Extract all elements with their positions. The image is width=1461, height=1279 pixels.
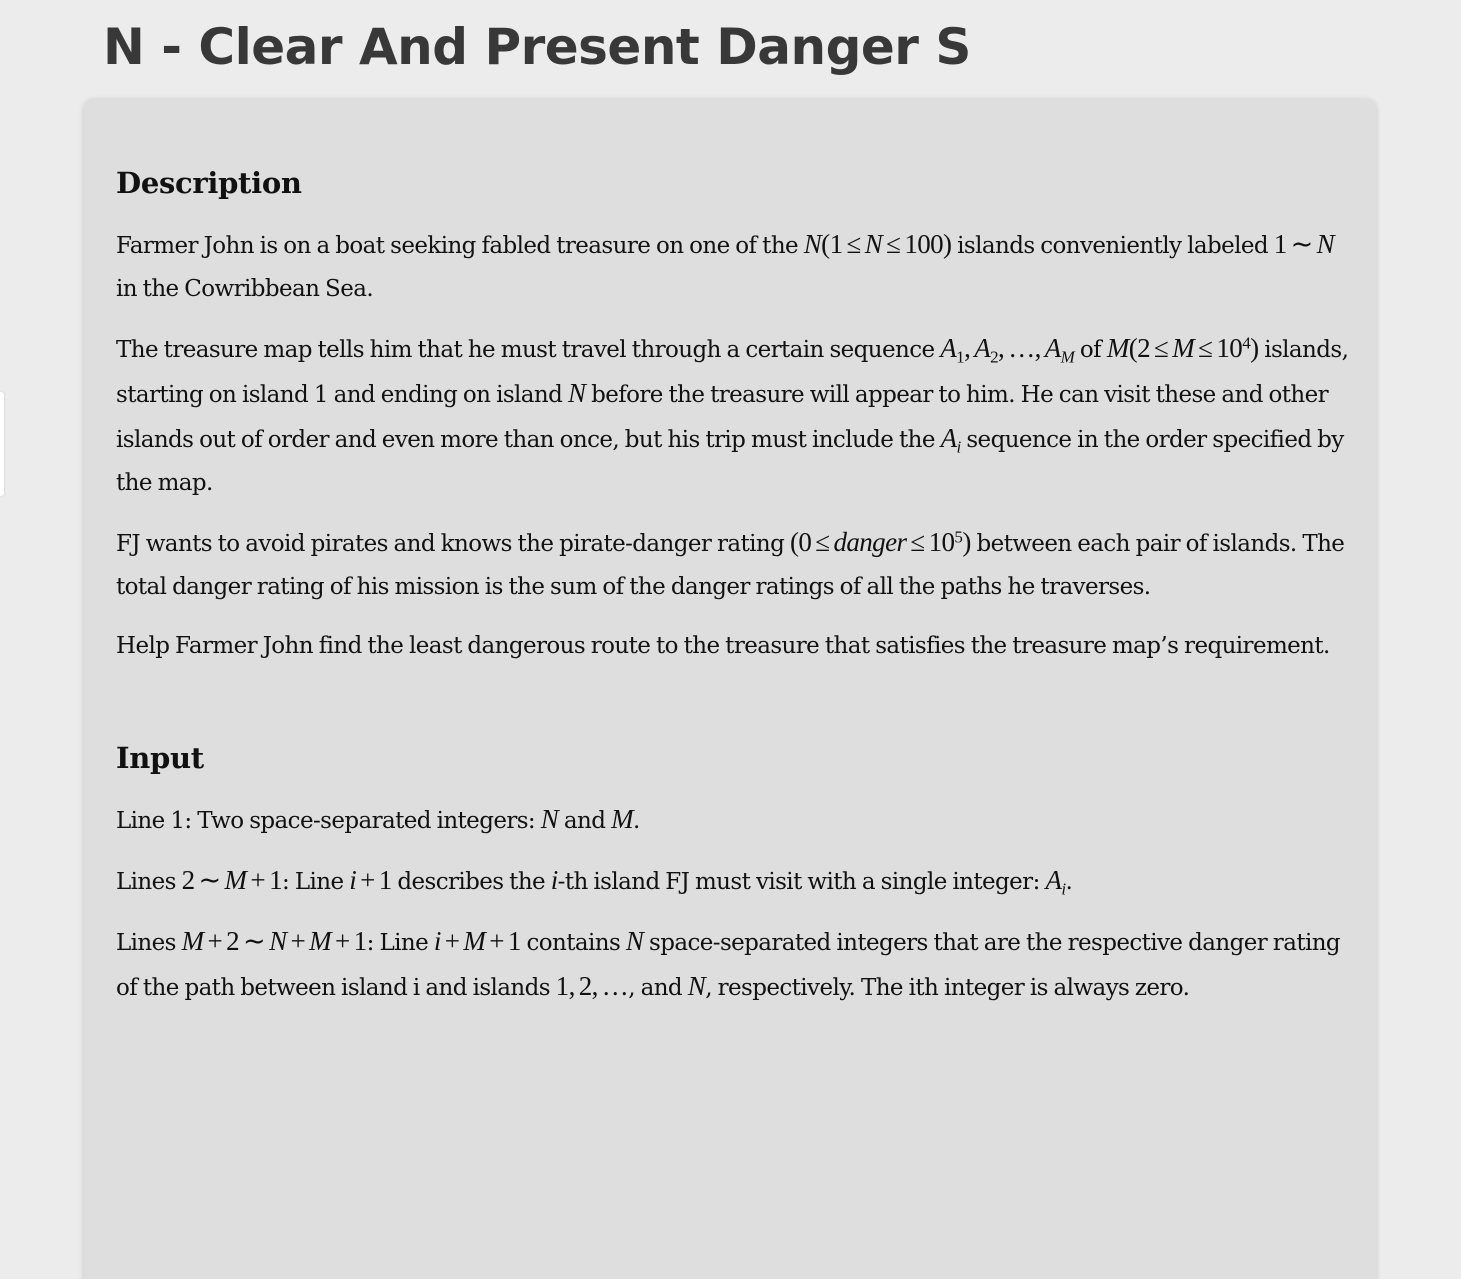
text-run: Help Farmer John find the least dangerous route to the treasure that satisfies the treasure map’s requirement.: [116, 633, 1330, 659]
math-expression: i: [550, 865, 558, 895]
section-input: [116, 738, 1352, 1010]
text-run: , respectively. The ith integer is always zero.: [705, 975, 1190, 1001]
math-expression: $A_i$: [940, 423, 961, 457]
problem-card: [84, 99, 1376, 1279]
math-expression: $M(2 \le M \le 10^4)$: [1106, 333, 1259, 363]
text-run: The treasure map tells him that he must travel through a certain sequence: [116, 337, 941, 363]
text-run: Farmer John is on a boat seeking fabled treasure on one of the: [116, 233, 804, 259]
section-heading: Input: [116, 741, 204, 775]
math-expression: 1 ∼ N: [1273, 229, 1335, 259]
text-run: : Line: [366, 930, 434, 956]
text-run: and: [558, 808, 612, 834]
math-expression: i + 1: [349, 865, 392, 895]
text-run: Lines: [116, 869, 182, 895]
text-run: of: [1074, 337, 1107, 363]
text-run: space-separated integers that are the respective danger rating of the path between island i and islands: [116, 930, 1341, 1001]
text-run: : Line: [281, 869, 350, 895]
text-run: islands, starting on island 1 and ending on island: [116, 337, 1349, 408]
text-run: describes the: [391, 869, 551, 895]
text-run: Lines: [116, 930, 182, 956]
section-description: [116, 163, 1352, 668]
text-run: .: [1065, 869, 1073, 895]
page-title: N - Clear And Present Danger S: [103, 18, 971, 76]
paragraph: [116, 625, 1352, 668]
math-expression: $A_1$, $A_2$, …, $A_M$: [940, 333, 1075, 367]
math-expression: i + M + 1: [433, 926, 521, 956]
problem-content: [116, 163, 1352, 1010]
math-expression: M: [611, 804, 633, 834]
math-expression: 1, 2, …: [555, 971, 629, 1001]
math-expression: N: [687, 971, 706, 1001]
text-run: contains: [520, 930, 626, 956]
text-run: islands conveniently labeled: [951, 233, 1274, 259]
paragraph: [116, 223, 1352, 311]
text-run: -th island FJ must visit with a single integer:: [557, 869, 1046, 895]
text-run: in the Cowribbean Sea.: [116, 276, 374, 302]
text-run: sequence in the order specified by the map.: [116, 427, 1344, 496]
paragraph: [116, 521, 1352, 609]
math-expression: N: [567, 378, 586, 408]
text-run: FJ wants to avoid pirates and knows the pirate-danger rating: [116, 531, 790, 557]
side-panel-handle[interactable]: [0, 392, 4, 496]
math-expression: N: [540, 804, 559, 834]
math-expression: $A_i$: [1045, 865, 1066, 899]
paragraph: [116, 798, 1352, 843]
math-expression: (0 ≤ danger ≤ $10^5$): [789, 527, 971, 557]
paragraph: [116, 327, 1352, 505]
paragraph: [116, 859, 1352, 904]
text-run: between each pair of islands. The total danger rating of his mission is the sum of the danger ratings of all the paths he traverses.: [116, 531, 1345, 600]
math-expression: M + 2 ∼ N + M + 1: [181, 926, 367, 956]
text-run: before the treasure will appear to him. He can visit these and other islands out of order and even more than once, but his trip must include the: [116, 382, 1329, 453]
math-expression: N(1 ≤ N ≤ 100): [803, 229, 952, 259]
paragraph: [116, 920, 1352, 1010]
text-run: Line 1: Two space-separated integers:: [116, 808, 541, 834]
math-expression: N: [625, 926, 644, 956]
text-run: , and: [628, 975, 688, 1001]
section-heading: Description: [116, 166, 302, 200]
math-expression: 2 ∼ M + 1: [181, 865, 282, 895]
text-run: .: [633, 808, 640, 834]
